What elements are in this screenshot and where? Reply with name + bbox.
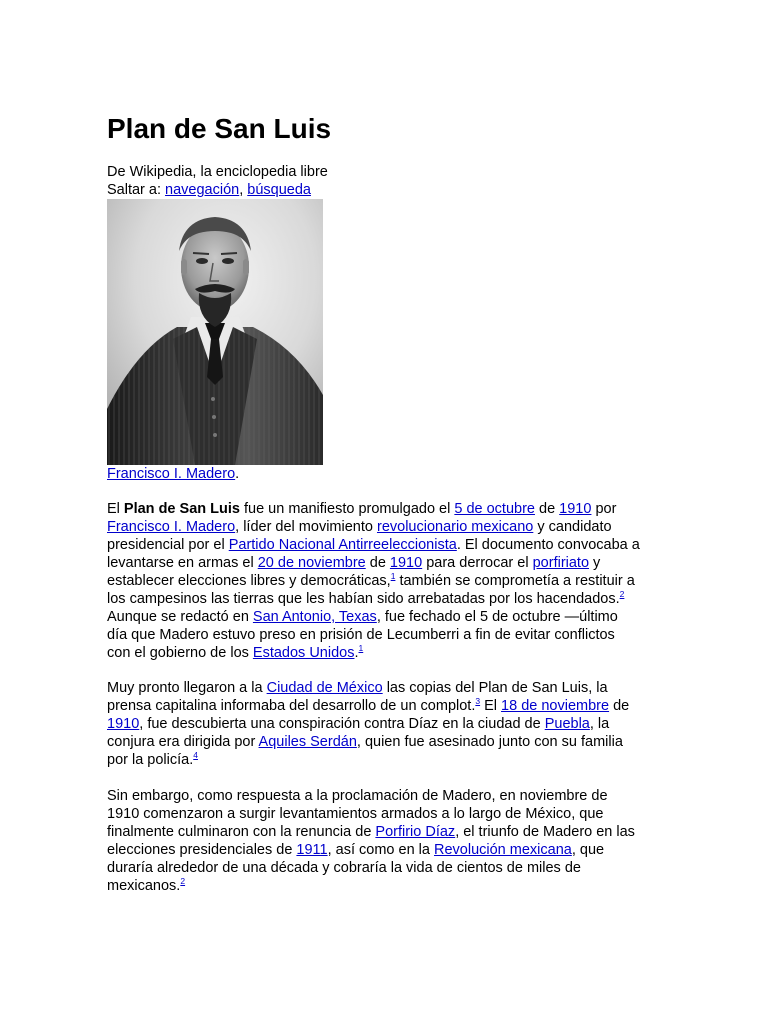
text: las copias del Plan de San Luis, la bbox=[382, 680, 608, 696]
text: y candidato bbox=[533, 519, 612, 535]
link-aquiles-serdan[interactable]: Aquiles Serdán bbox=[258, 734, 357, 750]
text: , fue descubierta una conspiración contra Díaz en la ciudad de bbox=[139, 716, 545, 732]
text: levantarse en armas el bbox=[107, 555, 258, 571]
text: para derrocar el bbox=[422, 555, 533, 571]
text: Sin embargo, como respuesta a la proclamación de Madero, en noviembre de bbox=[107, 788, 608, 804]
link-1910[interactable]: 1910 bbox=[559, 501, 592, 517]
text: . bbox=[354, 645, 359, 661]
link-porfiriato[interactable]: porfiriato bbox=[532, 555, 590, 571]
link-1910[interactable]: 1910 bbox=[389, 555, 423, 571]
link-francisco-madero[interactable]: Francisco I. Madero bbox=[107, 519, 236, 535]
site-subtitle: De Wikipedia, la enciclopedia libre bbox=[107, 164, 328, 180]
text: conjura era dirigida por bbox=[107, 734, 259, 750]
text: , el triunfo de Madero en las bbox=[455, 824, 635, 840]
text: , que bbox=[571, 842, 605, 858]
link-puebla[interactable]: Puebla bbox=[544, 716, 590, 732]
image-caption bbox=[107, 465, 239, 483]
paragraph-line bbox=[107, 536, 667, 554]
text: finalmente culminaron con la renuncia de bbox=[107, 824, 376, 840]
paragraph-line bbox=[107, 877, 667, 895]
text: Muy pronto llegaron a la bbox=[107, 680, 267, 696]
paragraph-line bbox=[107, 626, 667, 644]
paragraph-line bbox=[107, 841, 667, 859]
paragraph-line bbox=[107, 697, 667, 715]
paragraph-line bbox=[107, 751, 667, 769]
text: El bbox=[480, 698, 502, 714]
text: de bbox=[365, 555, 390, 571]
text: establecer elecciones libres y democráticas, bbox=[107, 573, 391, 589]
text: , así como en la bbox=[327, 842, 434, 858]
jump-label: Saltar a: bbox=[107, 182, 166, 198]
citation-link[interactable]: 2 bbox=[619, 589, 625, 599]
text: presidencial por el bbox=[107, 537, 229, 553]
paragraph-line bbox=[107, 572, 667, 590]
caption-period: . bbox=[235, 466, 240, 482]
paragraph-line bbox=[107, 715, 667, 733]
paragraph-1 bbox=[107, 500, 667, 662]
paragraph-line bbox=[107, 823, 667, 841]
link-estados-unidos[interactable]: Estados Unidos bbox=[252, 645, 355, 661]
paragraph-line bbox=[107, 859, 667, 877]
link-1911[interactable]: 1911 bbox=[296, 842, 328, 858]
paragraph-line bbox=[107, 805, 667, 823]
text: , fue fechado el 5 de octubre —último bbox=[376, 609, 618, 625]
link-18-de-noviembre[interactable]: 18 de noviembre bbox=[501, 698, 610, 714]
link-ciudad-de-mexico[interactable]: Ciudad de México bbox=[266, 680, 383, 696]
citation-link[interactable]: 1 bbox=[358, 643, 364, 653]
paragraph-line bbox=[107, 733, 667, 751]
paragraph-line bbox=[107, 644, 667, 662]
jump-links bbox=[107, 181, 311, 199]
text: de bbox=[534, 501, 560, 517]
text: 1910 comenzaron a surgir levantamientos armados a lo largo de México, que bbox=[107, 806, 604, 822]
jump-separator: , bbox=[239, 182, 248, 198]
text: , quien fue asesinado junto con su familia bbox=[356, 734, 623, 750]
caption-madero-link[interactable]: Francisco I. Madero bbox=[107, 466, 236, 482]
text: por la policía. bbox=[107, 752, 194, 768]
paragraph-2 bbox=[107, 679, 667, 769]
madero-portrait-image bbox=[107, 199, 323, 465]
text: de bbox=[609, 698, 630, 714]
link-san-antonio-texas[interactable]: San Antonio, Texas bbox=[252, 609, 377, 625]
link-partido-antirreeleccionista[interactable]: Partido Nacional Antirreeleccionista bbox=[228, 537, 457, 553]
text: El bbox=[107, 501, 124, 517]
text: y bbox=[589, 555, 601, 571]
link-revolucionario-mexicano[interactable]: revolucionario mexicano bbox=[376, 519, 534, 535]
citation-link[interactable]: 3 bbox=[475, 696, 481, 706]
text: . El documento convocaba a bbox=[456, 537, 640, 553]
paragraph-line bbox=[107, 518, 667, 536]
link-revolucion-mexicana[interactable]: Revolución mexicana bbox=[434, 842, 572, 858]
text: , la bbox=[589, 716, 610, 732]
link-1910[interactable]: 1910 bbox=[107, 716, 140, 732]
text: también se comprometía a restituir a bbox=[395, 573, 635, 589]
bold-title-text: Plan de San Luis bbox=[123, 501, 240, 517]
paragraph-line bbox=[107, 608, 667, 626]
text: , líder del movimiento bbox=[235, 519, 377, 535]
paragraph-line bbox=[107, 590, 667, 608]
citation-link[interactable]: 4 bbox=[193, 750, 198, 760]
text: duraría alrededor de una década y cobraría la vida de cientos de miles de bbox=[107, 860, 581, 876]
link-20-de-noviembre[interactable]: 20 de noviembre bbox=[257, 555, 366, 571]
text: los campesinos las tierras que les habían sido arrebatadas por los hacendados. bbox=[107, 591, 620, 607]
paragraph-line bbox=[107, 679, 667, 697]
text: día que Madero estuvo preso en prisión de Lecumberri a fin de evitar conflictos bbox=[107, 627, 615, 643]
paragraph-line bbox=[107, 554, 667, 572]
jump-search-link[interactable]: búsqueda bbox=[247, 182, 311, 198]
citation-link[interactable]: 1 bbox=[390, 571, 396, 581]
page-title: Plan de San Luis bbox=[107, 113, 332, 144]
text: mexicanos. bbox=[107, 878, 181, 894]
text: elecciones presidenciales de bbox=[107, 842, 297, 858]
paragraph-3 bbox=[107, 787, 667, 895]
text: por bbox=[591, 501, 617, 517]
citation-link[interactable]: 2 bbox=[180, 876, 186, 886]
link-porfirio-diaz[interactable]: Porfirio Díaz bbox=[375, 824, 456, 840]
paragraph-line bbox=[107, 787, 667, 805]
text: fue un manifiesto promulgado el bbox=[239, 501, 455, 517]
link-5-de-octubre[interactable]: 5 de octubre bbox=[454, 501, 535, 517]
paragraph-line bbox=[107, 500, 667, 518]
jump-navigation-link[interactable]: navegación bbox=[165, 182, 240, 198]
text: prensa capitalina informaba del desarrollo de un complot. bbox=[107, 698, 476, 714]
text: Aunque se redactó en bbox=[107, 609, 253, 625]
text: con el gobierno de los bbox=[107, 645, 253, 661]
